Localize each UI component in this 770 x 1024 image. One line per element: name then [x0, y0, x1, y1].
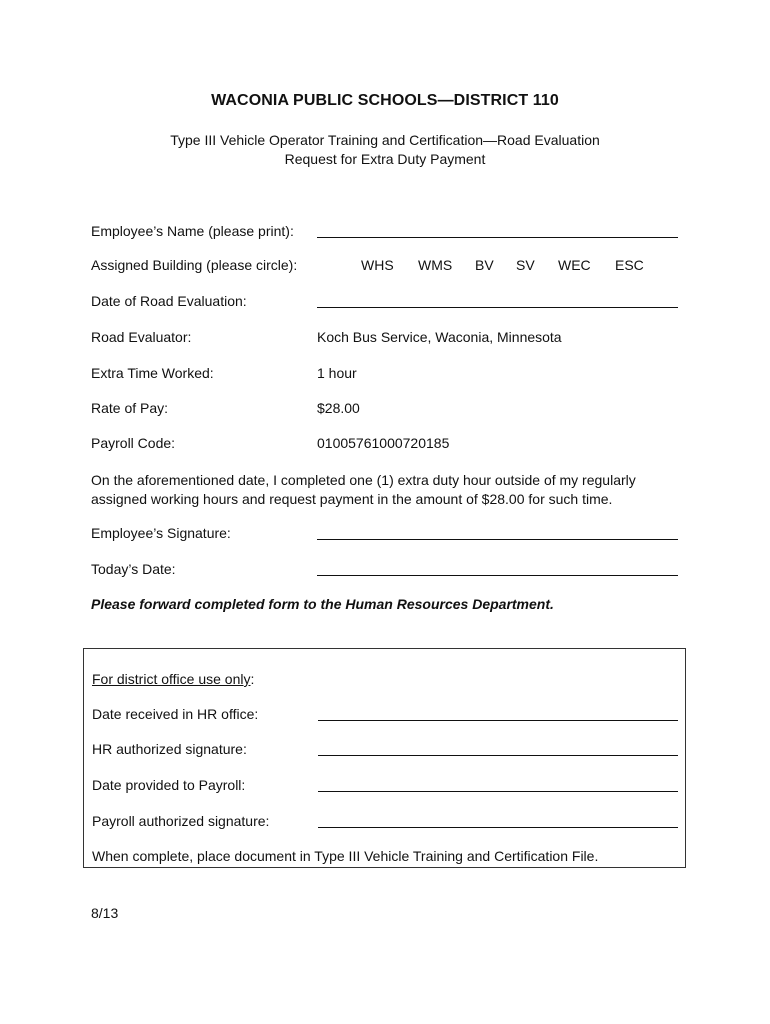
- date-to-payroll-label: Date provided to Payroll:: [92, 777, 246, 793]
- road-evaluator-value: Koch Bus Service, Waconia, Minnesota: [317, 329, 562, 345]
- office-use-heading-text: For district office use only: [92, 671, 251, 687]
- hr-signature-field[interactable]: [318, 755, 678, 756]
- forwarding-notice: Please forward completed form to the Human Resources Department.: [91, 596, 554, 612]
- payroll-signature-row: [92, 813, 682, 833]
- employee-name-label: Employee’s Name (please print):: [91, 223, 294, 239]
- closing-note: [92, 848, 682, 868]
- payroll-code-row: [91, 435, 691, 455]
- rate-of-pay-label: Rate of Pay:: [91, 400, 169, 416]
- road-evaluator-row: [91, 329, 691, 349]
- form-subtitle: Type III Vehicle Operator Training and Certification—Road Evaluation: [170, 132, 600, 148]
- extra-time-value: 1 hour: [317, 365, 357, 381]
- employee-signature-field[interactable]: [317, 539, 678, 540]
- assigned-building-label: Assigned Building (please circle):: [91, 257, 298, 273]
- office-use-box: [83, 648, 686, 868]
- rate-of-pay-row: [91, 400, 691, 420]
- road-eval-date-field[interactable]: [317, 307, 678, 308]
- payroll-signature-label: Payroll authorized signature:: [92, 813, 270, 829]
- hr-signature-label: HR authorized signature:: [92, 741, 247, 757]
- date-received-field[interactable]: [318, 720, 678, 721]
- request-statement-line2: assigned working hours and request payment in the amount of $28.00 for such time.: [91, 491, 613, 507]
- office-use-heading-colon: :: [250, 671, 255, 687]
- road-eval-date-row: [91, 293, 691, 313]
- revision-code: 8/13: [91, 905, 119, 921]
- road-evaluator-label: Road Evaluator:: [91, 329, 192, 345]
- closing-note-text: When complete, place document in Type III Vehicle Training and Certification File.: [92, 848, 599, 864]
- road-eval-date-label: Date of Road Evaluation:: [91, 293, 247, 309]
- todays-date-row: [91, 561, 691, 581]
- date-received-row: [92, 706, 682, 726]
- request-statement-line1: On the aforementioned date, I completed one (1) extra duty hour outside of my regularly: [91, 472, 636, 488]
- extra-time-label: Extra Time Worked:: [91, 365, 214, 381]
- building-option-esc[interactable]: ESC: [615, 257, 644, 273]
- payroll-code-value: 01005761000720185: [317, 435, 450, 451]
- building-option-sv[interactable]: SV: [516, 257, 535, 273]
- date-received-label: Date received in HR office:: [92, 706, 259, 722]
- employee-signature-label: Employee’s Signature:: [91, 525, 231, 541]
- employee-name-field[interactable]: [317, 237, 678, 238]
- building-option-wms[interactable]: WMS: [418, 257, 453, 273]
- building-option-bv[interactable]: BV: [475, 257, 494, 273]
- employee-signature-row: [91, 525, 691, 545]
- building-option-whs[interactable]: WHS: [361, 257, 394, 273]
- payroll-signature-field[interactable]: [318, 827, 678, 828]
- todays-date-label: Today’s Date:: [91, 561, 176, 577]
- payroll-code-label: Payroll Code:: [91, 435, 176, 451]
- rate-of-pay-value: $28.00: [317, 400, 360, 416]
- page-title: WACONIA PUBLIC SCHOOLS—DISTRICT 110: [211, 92, 559, 109]
- request-statement: [91, 471, 701, 509]
- extra-time-row: [91, 365, 691, 385]
- date-to-payroll-field[interactable]: [318, 791, 678, 792]
- assigned-building-row: [91, 257, 691, 277]
- date-to-payroll-row: [92, 777, 682, 797]
- todays-date-field[interactable]: [317, 575, 678, 576]
- office-use-heading: [92, 671, 682, 691]
- hr-signature-row: [92, 741, 682, 761]
- form-subtitle-request: Request for Extra Duty Payment: [284, 151, 486, 167]
- employee-name-row: [91, 223, 691, 243]
- building-option-wec[interactable]: WEC: [558, 257, 591, 273]
